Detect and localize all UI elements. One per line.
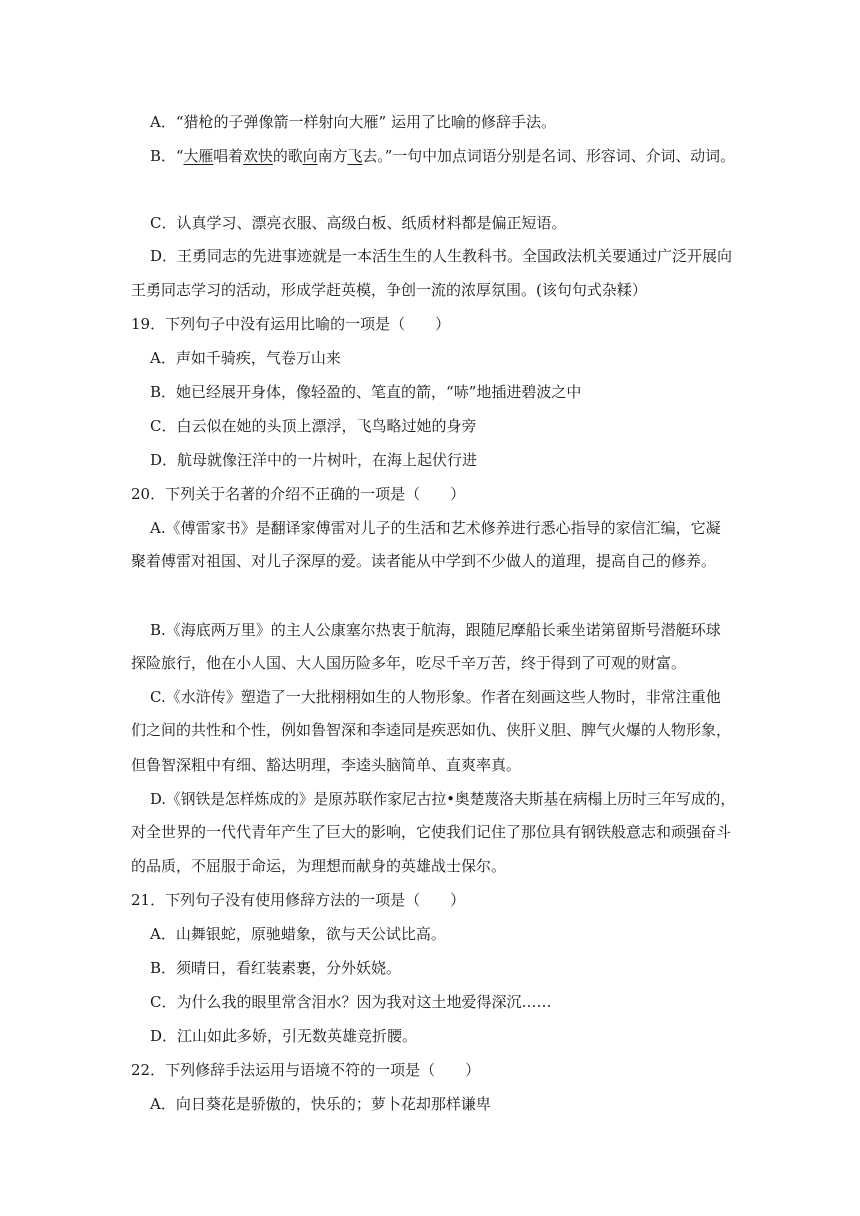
text-segment: 去。”一句中加点词语分别是名词、形容词、介词、动词。	[362, 147, 735, 165]
text-segment: 南方	[317, 147, 348, 165]
question-20-option-d-line1: D.《钢铁是怎样炼成的》是原苏联作家尼古拉•奥楚蔑洛夫斯基在病榻上历时三年写成的，	[150, 790, 736, 808]
option-b-text	[150, 146, 735, 166]
question-20-option-c-line3: 但鲁智深粗中有细、豁达明理，李逵头脑简单、直爽率真。	[131, 756, 522, 774]
question-22: 22．下列修辞手法运用与语境不符的一项是（ ）	[131, 1061, 481, 1079]
question-20-option-d-line3: 的品质，不屈服于命运，为理想而献身的英雄战士保尔。	[131, 857, 507, 875]
question-20-option-a-line1: A.《傅雷家书》是翻译家傅雷对儿子的生活和艺术修养进行悉心指导的家信汇编，它凝	[150, 519, 721, 537]
question-20-option-a-line2: 聚着傅雷对祖国、对儿子深厚的爱。读者能从中学到不少做人的道理，提高自己的修养。	[131, 552, 717, 570]
text-segment: 的歌	[272, 147, 303, 165]
question-21: 21．下列句子没有使用修辞方法的一项是（ ）	[131, 891, 466, 909]
question-19-option-c: C．白云似在她的头顶上漂浮，飞鸟略过她的身旁	[150, 417, 477, 435]
question-20-option-c-line1: C.《水浒传》塑造了一大批栩栩如生的人物形象。作者在刻画这些人物时，非常注重他	[150, 688, 721, 706]
question-22-option-a: A．向日葵花是骄傲的，快乐的；萝卜花却那样谦卑	[150, 1095, 491, 1113]
text-segment: 唱着	[213, 147, 244, 165]
question-21-option-a: A．山舞银蛇，原驰蜡象，欲与天公试比高。	[150, 925, 446, 943]
question-19-option-a: A．声如千骑疾，气卷万山来	[150, 349, 341, 367]
option-d-text-line1: D．王勇同志的先进事迹就是一本活生生的人生教科书。全国政法机关要通过广泛开展向	[150, 247, 733, 265]
question-20-option-c-line2: 们之间的共性和个性，例如鲁智深和李逵同是疾恶如仇、侠肝义胆、脾气火爆的人物形象，	[131, 721, 732, 739]
question-20-option-b-line2: 探险旅行，他在小人国、大人国历险多年，吃尽千辛万苦，终于得到了可观的财富。	[131, 654, 687, 672]
question-19: 19．下列句子中没有运用比喻的一项是（ ）	[131, 315, 451, 333]
dotted-word: 大雁	[183, 147, 214, 165]
option-d-text-line2: 王勇同志学习的活动，形成学赶英模，争创一流的浓厚氛围。(该句句式杂糅）	[131, 281, 647, 299]
option-c-text: C．认真学习、漂亮衣服、高级白板、纸质材料都是偏正短语。	[150, 214, 567, 232]
question-20: 20．下列关于名著的介绍不正确的一项是（ ）	[131, 485, 466, 503]
question-20-option-b-line1: B.《海底两万里》的主人公康塞尔热衷于航海，跟随尼摩船长乘坐诺第留斯号潜艇环球	[150, 621, 721, 639]
dotted-word: 欢快	[243, 147, 273, 165]
question-20-option-d-line2: 对全世界的一代代青年产生了巨大的影响，它使我们记住了那位具有钢铁般意志和顽强奋斗	[131, 823, 732, 841]
question-21-option-d: D．江山如此多娇，引无数英雄竞折腰。	[150, 1027, 418, 1045]
dotted-word: 向	[302, 147, 318, 165]
question-19-option-d: D．航母就像汪洋中的一片树叶，在海上起伏行进	[150, 451, 478, 469]
text-segment: B．“	[150, 147, 184, 165]
question-19-option-b: B．她已经展开身体，像轻盈的、笔直的箭，“哧”地插进碧波之中	[150, 383, 582, 401]
option-a-text: A．“猎枪的子弹像箭一样射向大雁” 运用了比喻的修辞手法。	[150, 113, 556, 131]
question-21-option-c: C．为什么我的眼里常含泪水？因为我对这土地爱得深沉……	[150, 993, 552, 1011]
question-21-option-b: B．须晴日，看红装素裹，分外妖娆。	[150, 959, 402, 977]
dotted-word: 飞	[347, 147, 363, 165]
